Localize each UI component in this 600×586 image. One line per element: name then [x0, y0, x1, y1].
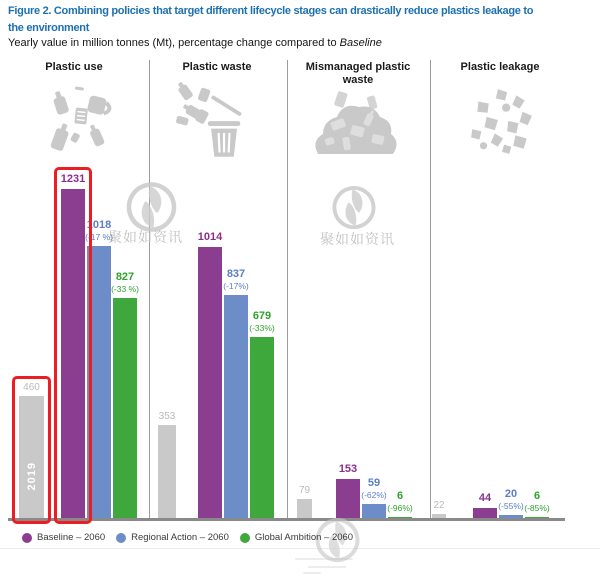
bar-value: 827 [115, 271, 135, 283]
bar-value: 44 [478, 492, 492, 504]
bar-mismanaged-plastic-waste-2019 [297, 499, 312, 520]
watermark-faint-lines [303, 572, 321, 574]
figure-subtitle-text: Yearly value in million tonnes (Mt), percentage change compared to [8, 37, 340, 49]
bar-value: 153 [338, 463, 358, 475]
plastic-use-icon [45, 84, 115, 161]
bar-value: 353 [158, 411, 176, 422]
bar-value-label [180, 231, 240, 244]
bar-pct-change: (-33%) [249, 323, 275, 333]
bar-value-label [206, 268, 266, 292]
bar-plastic-use-global-ambition-2060 [113, 298, 137, 520]
bar-value: 460 [23, 382, 40, 393]
bar-pct-change: (-33 %) [111, 284, 139, 294]
bar-value: 22 [433, 500, 445, 511]
bar-pct-change: (-55%) [498, 501, 524, 511]
bar-pct-change: (-17%) [223, 281, 249, 291]
bar-value: 1231 [60, 173, 86, 185]
bar-value-label [232, 310, 292, 334]
bar-value: 79 [298, 485, 311, 496]
panel-title-mismanaged-plastic-waste: Mismanaged plastic waste [305, 61, 411, 86]
figure-title-line1: Figure 2. Combining policies that target different lifecycle stages can drastically reduce plastics leakage to [8, 5, 534, 17]
bar-value-label [275, 485, 335, 497]
legend-label: Global Ambition – 2060 [254, 532, 354, 543]
bar-pct-change: (-62%) [361, 490, 387, 500]
legend-item-baseline-2060 [22, 532, 105, 543]
legend-item-global-ambition-2060 [240, 532, 353, 543]
bar-pct-change: (-85%) [524, 503, 550, 513]
highlight-box-baseline-2060 [54, 167, 92, 524]
bar-value: 837 [226, 268, 246, 280]
bar-value: 1018 [86, 219, 112, 231]
bar-plastic-waste-global-ambition-2060 [250, 337, 274, 520]
bar-value-label [318, 463, 378, 476]
panel-title-plastic-leakage: Plastic leakage [460, 61, 540, 73]
bar-value: 6 [396, 490, 404, 502]
figure-title-line2: the environment [8, 22, 90, 34]
legend-dot [240, 533, 250, 543]
bar-value: 59 [367, 477, 381, 489]
legend [22, 532, 353, 543]
panel-divider-3 [430, 60, 431, 520]
legend-dot [116, 533, 126, 543]
panel-divider-2 [287, 60, 288, 520]
bar-value-label [95, 271, 155, 295]
legend-label: Regional Action – 2060 [131, 532, 229, 543]
legend-item-regional-action-2060 [116, 532, 229, 543]
figure-subtitle-emphasis: Baseline [339, 37, 382, 49]
bar-plastic-waste-2019 [158, 425, 176, 520]
panel-title-plastic-use: Plastic use [45, 61, 103, 73]
plastic-waste-icon [172, 80, 248, 165]
plastic-leakage-icon [465, 86, 537, 159]
mismanaged-plastic-waste-icon [308, 88, 402, 163]
bar-value-label [507, 490, 567, 514]
bar-pct-change: (-96%) [387, 503, 413, 513]
watermark-faint-line [0, 548, 600, 549]
highlight-box-2019 [12, 376, 51, 524]
legend-dot [22, 533, 32, 543]
bar-value-label [137, 411, 197, 423]
bar-value: 20 [504, 488, 518, 500]
legend-label: Baseline – 2060 [37, 532, 106, 543]
bar-value: 679 [252, 310, 272, 322]
panel-title-plastic-waste: Plastic waste [182, 61, 252, 73]
bar-value: 1014 [197, 231, 223, 243]
bar-value: 6 [533, 490, 541, 502]
bar-inside-label: 2019 [25, 461, 38, 490]
bar-pct-change: (-17 %) [85, 232, 113, 242]
watermark-text: 聚如如资讯 [320, 231, 395, 247]
watermark-text: 聚如如资讯 [108, 229, 183, 245]
